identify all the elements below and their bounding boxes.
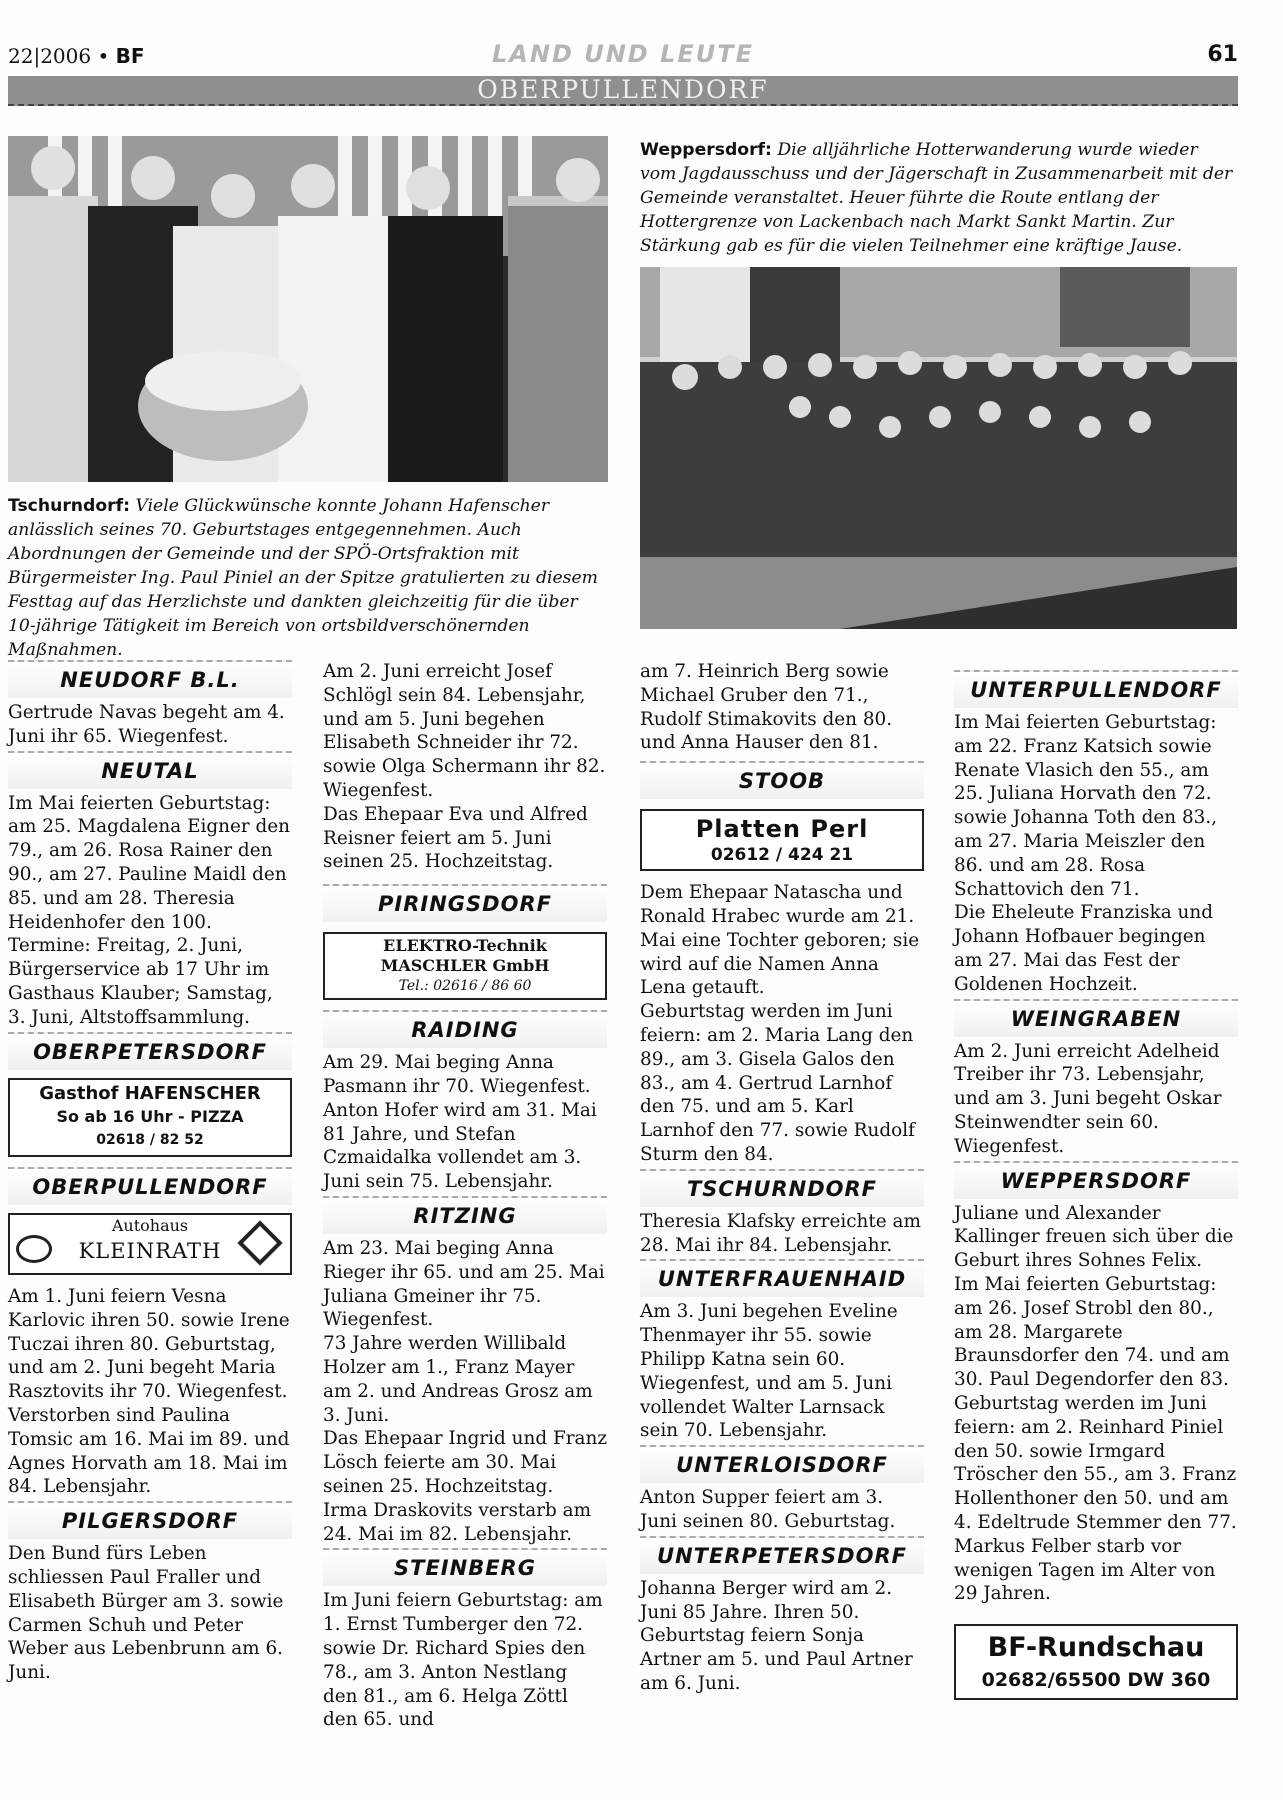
text-continued: Am 2. Juni erreicht Josef Schlögl sein 84. Lebensjahr, und am 5. Juni begehen Elisabeth Schneider ihr 72. sowie Olga Schermann ihr 82. Wiegenfest. xyxy=(323,661,606,801)
region-title: OBERPULLENDORF xyxy=(477,75,769,104)
ad-line-2: MASCHLER GmbH xyxy=(380,956,550,976)
ad-autohaus-kleinrath xyxy=(8,1213,292,1275)
ad-line-2: 02682/65500 DW 360 xyxy=(981,1669,1211,1692)
heading-weppersdorf: WEPPERSDORF xyxy=(954,1161,1238,1199)
text-raiding: Am 29. Mai beging Anna Pasmann ihr 70. Wiegenfest. Anton Hofer wird am 31. Mai 81 Jahre, und Stefan Czmaidalka vollendet am 3. Juni sein 75. Lebensjahr. xyxy=(323,1052,597,1193)
text-unterfrauenhaid: Am 3. Juni begehen Eveline Thenmayer ihr 55. sowie Philipp Katna sein 60. Wiegenfest, und am 5. Juni vollendet Walter Larnsack sein 70. Lebensjahr. xyxy=(640,1301,898,1442)
text-weingraben: Am 2. Juni erreicht Adelheid Treiber ihr 73. Lebensjahr, und am 3. Juni begeht Oskar Steinwendter sein 60. Wiegenfest. xyxy=(954,1040,1222,1157)
heading-ritzing: RITZING xyxy=(323,1196,607,1234)
heading-unterloisdorf: UNTERLOISDORF xyxy=(640,1445,924,1483)
text-oberpullendorf: Am 1. Juni feiern Vesna Karlovic ihren 50. sowie Irene Tuczai ihren 80. Geburtstag, und am 2. Juni begeht Maria Rasztovits ihr 70. Wiegenfest. xyxy=(8,1285,290,1403)
text-unterloisdorf: Anton Supper feiert am 3. Juni seinen 80. Geburtstag. xyxy=(640,1487,896,1532)
heading-oberpetersdorf: OBERPETERSDORF xyxy=(8,1032,292,1070)
ad-bf-rundschau xyxy=(954,1624,1238,1700)
heading-unterpullendorf: UNTERPULLENDORF xyxy=(954,670,1238,708)
text-tschurndorf: Theresia Klafsky erreichte am 28. Mai ihr 84. Lebensjahr. xyxy=(640,1210,921,1256)
region-band xyxy=(8,76,1238,106)
page-number: 61 xyxy=(1207,42,1238,67)
ad-line-1: Autohaus xyxy=(111,1215,189,1235)
section-title: LAND UND LEUTE xyxy=(491,40,755,68)
column-3 xyxy=(640,660,924,1696)
text-ritzing-3: Das Ehepaar Ingrid und Franz Lösch feierte am 30. Mai seinen 25. Hochzeitstag. xyxy=(323,1428,608,1497)
photo-weppersdorf xyxy=(640,267,1237,629)
ad-elektro-maschler xyxy=(323,932,607,1000)
heading-piringsdorf: PIRINGSDORF xyxy=(323,884,607,922)
caption-place: Tschurndorf: xyxy=(8,496,130,516)
text-ritzing-4: Irma Draskovits verstarb am 24. Mai im 82. Lebensjahr. xyxy=(323,1499,592,1545)
heading-raiding: RAIDING xyxy=(323,1010,607,1048)
text-stoob: Dem Ehepaar Natascha und Ronald Hrabec wurde am 21. Mai eine Tochter geboren; sie wird auf die Namen Anna Lena getauft. xyxy=(640,882,920,999)
page-header xyxy=(8,40,1238,72)
photo-tschurndorf xyxy=(8,136,608,482)
text-continued-2: Das Ehepaar Eva und Alfred Reisner feiert am 5. Juni seinen 25. Hochzeitstag. xyxy=(323,803,588,873)
text-weppersdorf: Juliane und Alexander Kallinger freuen sich über die Geburt ihres Sohnes Felix. xyxy=(954,1202,1234,1272)
heading-stoob: STOOB xyxy=(640,761,924,799)
column-4 xyxy=(954,668,1238,1700)
text-ritzing: Am 23. Mai beging Anna Rieger ihr 65. und am 25. Mai Juliana Gmeiner ihr 75. Wiegenfest. xyxy=(323,1237,605,1331)
caption-tschurndorf xyxy=(8,494,608,662)
ad-gasthof-hafenscher xyxy=(8,1078,292,1157)
text-ritzing-2: 73 Jahre werden Willibald Holzer am 1., Franz Mayer am 2. und Andreas Grosz am 3. Juni. xyxy=(323,1333,593,1426)
column-1 xyxy=(8,658,292,1685)
heading-unterfrauenhaid: UNTERFRAUENHAID xyxy=(640,1259,924,1297)
heading-oberpullendorf: OBERPULLENDORF xyxy=(8,1167,292,1205)
text-neudorf: Gertrude Navas begeht am 4. Juni ihr 65. Wiegenfest. xyxy=(8,702,285,747)
text-steinberg: Im Juni feiern Geburtstag: am 1. Ernst Tumberger den 72. sowie Dr. Richard Spies den 78., am 3. Anton Nestlang den 81., am 6. Helga Zöttl den 65. und xyxy=(323,1590,603,1731)
ad-line-1: ELEKTRO-Technik xyxy=(383,936,547,956)
text-stoob-2: Geburtstag werden im Juni feiern: am 2. Maria Lang den 89., am 3. Gisela Galos den 83., am 4. Gertrud Larnhof den 75. und am 5. Karl Larnhof den 77. sowie Rudolf Sturm den 84. xyxy=(640,1001,915,1165)
text-weppersdorf-4: Markus Felber starb vor wenigen Tagen im Alter von 29 Jahren. xyxy=(954,1535,1216,1605)
ad-platten-perl xyxy=(640,809,924,871)
text-pilgersdorf: Den Bund fürs Leben schliessen Paul Fraller und Elisabeth Bürger am 3. sowie Carmen Schuh und Peter Weber aus Lebenbrunn am 6. Juni. xyxy=(8,1543,284,1684)
caption-place: Weppersdorf: xyxy=(640,140,772,160)
ad-line-2: KLEINRATH xyxy=(78,1238,222,1263)
ad-line-2: 02612 / 424 21 xyxy=(710,845,854,866)
text-continued: am 7. Heinrich Berg sowie Michael Gruber den 71., Rudolf Stimakovits den 80. und Anna Hauser den 81. xyxy=(640,661,893,754)
heading-weingraben: WEINGRABEN xyxy=(954,999,1238,1037)
caption-weppersdorf xyxy=(640,138,1237,258)
heading-tschurndorf: TSCHURNDORF xyxy=(640,1169,924,1207)
ad-line-2: So ab 16 Uhr - PIZZA xyxy=(56,1107,244,1127)
ad-line-3: Tel.: 02616 / 86 60 xyxy=(398,978,532,995)
ad-line-1: Gasthof HAFENSCHER xyxy=(39,1082,261,1104)
text-unterpetersdorf: Johanna Berger wird am 2. Juni 85 Jahre. Ihren 50. Geburtstag feiern Sonja Artner am 5. und Paul Artner am 6. Juni. xyxy=(640,1577,913,1694)
column-2 xyxy=(323,660,607,1732)
text-weppersdorf-2: Im Mai feierten Geburtstag: am 26. Josef Strobl den 80., am 28. Margarete Braunsdorfer den 74. und am 30. Paul Degendorfer den 83. xyxy=(954,1273,1230,1391)
heading-steinberg: STEINBERG xyxy=(323,1548,607,1586)
heading-neudorf: NEUDORF B.L. xyxy=(8,660,292,698)
text-unterpullendorf: Im Mai feierten Geburtstag: am 22. Franz Katsich sowie Renate Vlasich den 55., am 25. Juliana Horvath den 72. sowie Johanna Toth den 83., am 27. Maria Meiszler den 86. und am 28. Rosa Schattovich den 71. xyxy=(954,712,1218,900)
text-oberpullendorf-2: Verstorben sind Paulina Tomsic am 16. Mai im 89. und Agnes Horvath am 18. Mai im 84. Lebensjahr. xyxy=(8,1404,290,1498)
heading-neutal: NEUTAL xyxy=(8,751,292,789)
ad-line-1: Platten Perl xyxy=(695,815,869,844)
text-weppersdorf-3: Geburtstag werden im Juni feiern: am 2. Reinhard Piniel den 50. sowie Irmgard Tröscher den 55., am 3. Franz Hollenthoner den 50. und am 4. Edeltrude Stemmer den 77. xyxy=(954,1392,1237,1533)
ad-line-1: BF-Rundschau xyxy=(987,1632,1205,1664)
issue-number: 22|2006 • BF xyxy=(8,44,145,68)
text-neutal: Im Mai feierten Geburtstag: am 25. Magdalena Eigner den 79., am 26. Rosa Rainer den 90., am 27. Pauline Maidl den 85. und am 28. Theresia Heidenhofer den 100. xyxy=(8,792,291,933)
ad-line-3: 02618 / 82 52 xyxy=(96,1132,204,1149)
text-unterpullendorf-2: Die Eheleute Franziska und Johann Hofbauer begingen am 27. Mai das Fest der Goldenen Hochzeit. xyxy=(954,902,1214,995)
car-logo-icon xyxy=(16,1235,52,1263)
heading-unterpetersdorf: UNTERPETERSDORF xyxy=(640,1536,924,1574)
heading-pilgersdorf: PILGERSDORF xyxy=(8,1501,292,1539)
caption-text: Viele Glückwünsche konnte Johann Hafenscher anlässlich seines 70. Geburtstages entgegennehmen. Auch Abordnungen der Gemeinde und der SPÖ-Ortsfraktion mit Bürgermeister Ing. Paul Piniel an der Spitze gratulierten zu diesem Festtag auf das Herzlichste und dankten gleichzeitig für die über 10-jährige Tätigkeit im Bereich von ortsbildverschönernden Maßnahmen. xyxy=(8,496,598,660)
caption-text: Die alljährliche Hotterwanderung wurde wieder vom Jagdausschuss und der Jägerschaft in Zusammenarbeit mit der Gemeinde veranstaltet. Heuer führte die Route entlang der Hottergrenze von Lackenbach nach Markt Sankt Martin. Zur Stärkung gab es für die vielen Teilnehmer eine kräftige Jause. xyxy=(640,140,1233,256)
text-neutal-termine: Termine: Freitag, 2. Juni, Bürgerservice ab 17 Uhr im Gasthaus Klauber; Samstag, 3. Juni, Altstoffsammlung. xyxy=(8,935,273,1028)
